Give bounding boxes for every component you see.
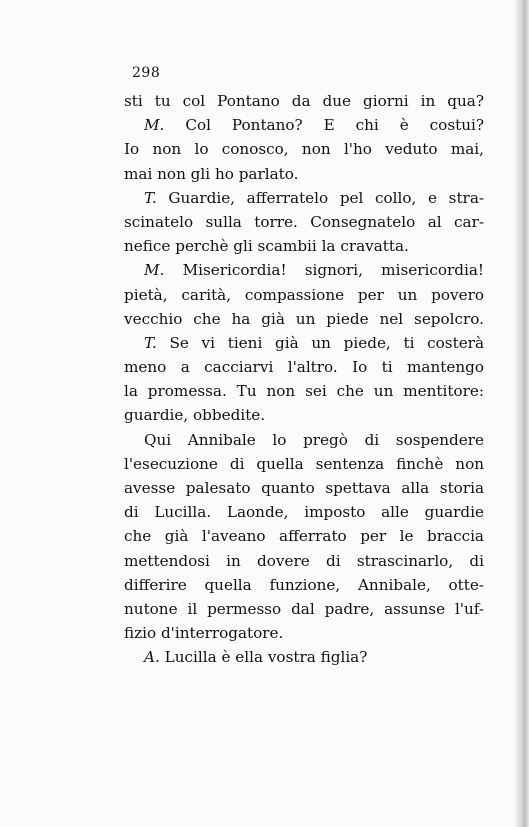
text-line	[124, 210, 484, 234]
line-text: Lucilla è ella vostra figlia?	[164, 648, 368, 667]
line-text: meno a cacciarvi l'altro. Io ti mantengo	[124, 358, 484, 377]
text-line	[124, 500, 484, 524]
speaker-label: T.	[144, 188, 157, 207]
line-text: scinatelo sulla torre. Consegnatelo al car-	[124, 212, 484, 231]
text-line	[124, 234, 484, 258]
text-line	[124, 621, 484, 645]
text-line	[124, 524, 484, 548]
line-text: nutone il permesso dal padre, assunse l'uf-	[124, 599, 484, 618]
text-line	[124, 113, 484, 137]
page-number: 298	[132, 65, 161, 81]
page-edge-shadow	[515, 0, 529, 827]
text-line	[124, 403, 484, 427]
text-line	[124, 355, 484, 379]
line-text: guardie, obbedite.	[124, 406, 266, 425]
text-line	[124, 428, 484, 452]
line-text: mettendosi in dovere di strascinarlo, di	[124, 551, 484, 570]
text-line	[124, 307, 484, 331]
text-line	[124, 186, 484, 210]
line-text: di Lucilla. Laonde, imposto alle guardie	[124, 503, 484, 522]
line-text: Misericordia! signori, misericordia!	[182, 261, 484, 280]
line-text: l'esecuzione di quella sentenza finchè non	[124, 454, 484, 473]
text-line	[124, 476, 484, 500]
line-text: pietà, carità, compassione per un povero	[124, 285, 484, 304]
text-line	[124, 573, 484, 597]
speaker-label: A.	[144, 648, 160, 667]
text-line	[124, 597, 484, 621]
text-line	[124, 162, 484, 186]
line-text: che già l'aveano afferrato per le braccia	[124, 527, 484, 546]
text-line	[124, 452, 484, 476]
line-text: avesse palesato quanto spettava alla storia	[124, 479, 484, 497]
line-text: Guardie, afferratelo pel collo, e stra-	[168, 188, 485, 207]
line-text: Qui Annibale lo pregò di sospendere	[144, 430, 484, 449]
text-line	[124, 549, 484, 573]
text-line	[124, 137, 484, 161]
speaker-label: T.	[144, 333, 157, 352]
line-text: sti tu col Pontano da due giorni in qua?	[124, 92, 484, 110]
line-text: la promessa. Tu non sei che un mentitore:	[124, 382, 484, 401]
text-line	[124, 283, 484, 307]
line-text: fizio d'interrogatore.	[124, 624, 284, 643]
text-line	[124, 89, 484, 113]
line-text: nefice perchè gli scambii la cravatta.	[124, 237, 409, 256]
page-text	[124, 57, 484, 670]
line-text: mai non gli ho parlato.	[124, 164, 299, 183]
speaker-label: M.	[144, 116, 165, 135]
line-text: Col Pontano? E chi è costui?	[185, 116, 485, 135]
line-text: Io non lo conosco, non l'ho veduto mai,	[124, 140, 484, 159]
line-text: vecchio che ha già un piede nel sepolcro.	[124, 309, 484, 328]
text-line	[124, 645, 484, 669]
text-line	[124, 331, 484, 355]
speaker-label: M.	[144, 261, 165, 280]
text-line	[124, 258, 484, 282]
line-text: Se vi tieni già un piede, ti costerà	[169, 333, 484, 352]
text-line	[124, 379, 484, 403]
line-text: differire quella funzione, Annibale, otte-	[124, 575, 484, 594]
text-lines	[124, 89, 484, 670]
